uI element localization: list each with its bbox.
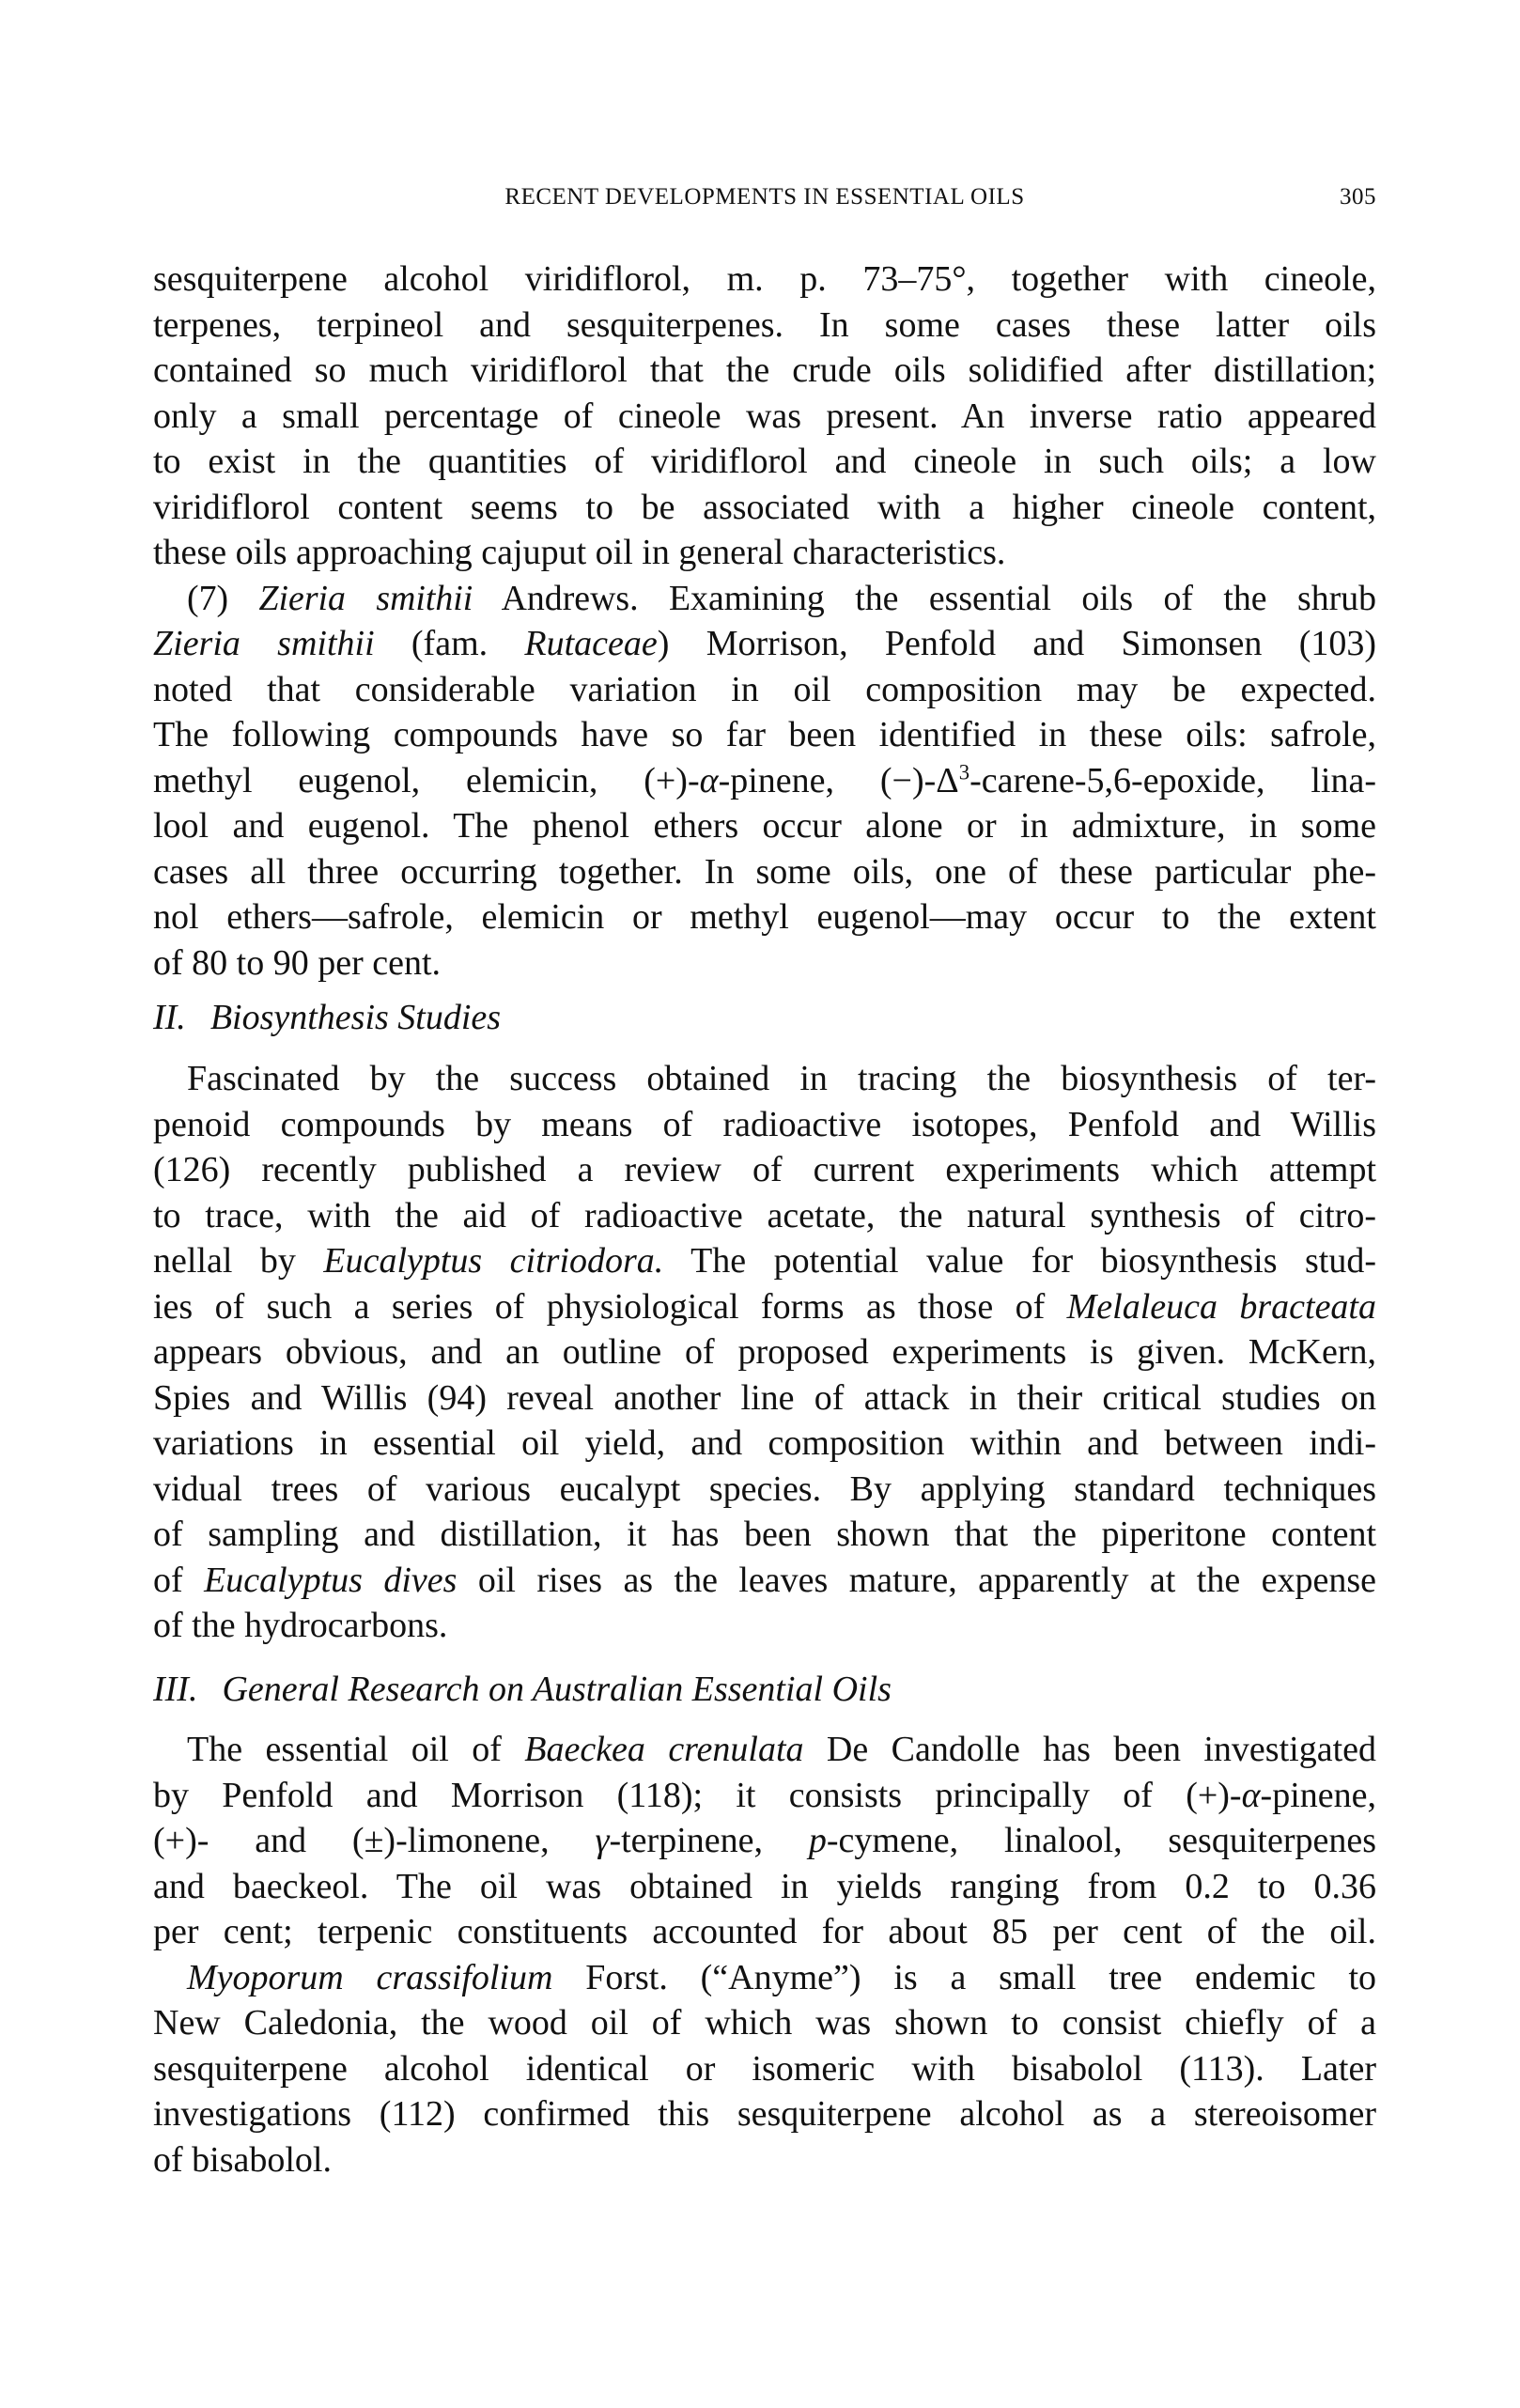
text-run: De Candolle has been investigated [803,1730,1376,1769]
text-run: penoid compounds by means of radioactive isotopes, Penfold and Willis [153,1104,1376,1144]
text-run: investigations (112) confirmed this sesquiterpene alcohol as a stereoisomer [153,2094,1376,2134]
text-line [153,2046,1376,2092]
text-run: these oils approaching cajuput oil in general characteristics. [153,533,1006,572]
text-run: -terpinene, [609,1821,809,1860]
italic-text: α [1241,1775,1261,1815]
text-line [153,2137,1376,2183]
italic-text: p [808,1821,827,1860]
text-run: viridiflorol content seems to be associated with a higher cineole content, [153,487,1376,527]
section-title: General Research on Australian Essential Oils [222,1670,892,1709]
paragraph-block-general-research [153,1727,1376,2183]
page-number: 305 [1340,184,1376,210]
text-run: vidual trees of various eucalypt species. By applying standard techniques [153,1468,1376,1509]
running-title: RECENT DEVELOPMENTS IN ESSENTIAL OILS [504,184,1025,210]
text-line [153,1955,1376,2001]
text-line [153,712,1376,758]
text-run: The following compounds have so far been identified in these oils: safrole, [153,715,1376,754]
text-line [153,849,1376,895]
text-line [153,1193,1376,1239]
text-run: of the hydrocarbons. [153,1606,448,1645]
text-run: cases all three occurring together. In some oils, one of these particular phe- [153,851,1376,892]
italic-text: Eucalyptus dives [204,1560,458,1600]
text-line [153,1329,1376,1375]
text-run: of [153,1560,205,1600]
text-run: by Penfold and Morrison (118); it consists principally of (+)- [153,1775,1242,1815]
text-line [153,485,1376,531]
paragraph-block-biosynthesis [153,1056,1376,1649]
text-run: only a small percentage of cineole was present. An inverse ratio appeared [153,396,1376,436]
italic-text: Myoporum crassifolium [187,1957,553,1997]
text-run: sesquiterpene alcohol identical or isomeric with bisabolol (113). Later [153,2048,1376,2089]
text-line [153,303,1376,349]
italic-text: Melaleuca bracteata [1066,1286,1376,1327]
text-line [153,1467,1376,1513]
section-heading-biosynthesis [153,995,501,1041]
italic-text: α [699,760,719,800]
italic-text: Zieria smithii [258,578,473,618]
text-run: Spies and Willis (94) reveal another line of attack in their critical studies on [153,1377,1376,1418]
paragraph-block-intro [153,256,1376,986]
text-run: (126) recently published a review of current experiments which attempt [153,1150,1376,1189]
text-run: variations in essential oil yield, and composition within and between indi- [153,1423,1376,1463]
text-line [153,940,1376,987]
text-run: ) Morrison, Penfold and Simonsen (103) [657,624,1376,663]
text-run: -carene-5,6-epoxide, lina- [969,760,1376,800]
text-run: Forst. (“Anyme”) is a small tree endemic to [552,1957,1376,1997]
text-run: of bisabolol. [153,2139,332,2180]
italic-text: Eucalyptus citriodora. [323,1241,664,1281]
text-run: (fam. [374,624,525,663]
text-line [153,1102,1376,1148]
text-line [153,1727,1376,1773]
text-line [153,1147,1376,1193]
text-line [153,394,1376,440]
running-head [153,183,1376,211]
text-line [153,1603,1376,1649]
text-line [153,894,1376,940]
text-run: and baeckeol. The oil was obtained in yields ranging from 0.2 to 0.36 [153,1866,1376,1906]
text-run: to trace, with the aid of radioactive acetate, the natural synthesis of citro- [153,1195,1376,1235]
text-run: of sampling and distillation, it has been shown that the piperitone content [153,1515,1376,1554]
text-line [153,2091,1376,2137]
text-run: sesquiterpene alcohol viridiflorol, m. p. 73–75°, together with cineole, [153,259,1376,299]
text-run: (+)- and (±)-limonene, [153,1821,596,1860]
text-line [153,1375,1376,1421]
section-heading-general-research [153,1667,892,1713]
text-run: oil rises as the leaves mature, apparently at the expense [457,1560,1376,1600]
italic-text: Rutaceae [524,624,658,663]
section-title: Biosynthesis Studies [209,998,502,1037]
text-run: terpenes, terpineol and sesquiterpenes. In some cases these latter oils [153,304,1376,345]
text-run: -pinene, (−)-Δ [718,760,959,800]
text-line [153,621,1376,667]
text-run: The essential oil of [187,1730,525,1769]
text-line [153,2000,1376,2046]
text-run: methyl eugenol, elemicin, (+)- [153,760,700,800]
text-run: of 80 to 90 per cent. [153,942,442,983]
text-run: (7) [187,578,259,618]
text-run: to exist in the quantities of viridiflorol and cineole in such oils; a low [153,442,1376,481]
italic-text: γ [595,1821,610,1860]
text-line [153,667,1376,713]
text-line [153,758,1376,804]
superscript: 3 [958,759,970,784]
text-run: Fascinated by the success obtained in tracing the biosynthesis of ter- [187,1059,1376,1098]
text-run: New Caledonia, the wood oil of which was shown to consist chiefly of a [153,2003,1376,2043]
text-line [153,1284,1376,1330]
text-run: appears obvious, and an outline of proposed experiments is given. McKern, [153,1332,1376,1372]
text-run: The potential value for biosynthesis stud- [663,1241,1376,1281]
text-line [153,1909,1376,1955]
section-number: II. [153,998,186,1037]
text-line [153,1773,1376,1819]
text-line [153,530,1376,576]
text-line [153,1056,1376,1102]
text-line [153,803,1376,849]
text-line [153,1818,1376,1864]
italic-text: Zieria smithii [153,624,375,663]
text-line [153,1512,1376,1558]
text-run: -cymene, linalool, sesquiterpenes [826,1821,1376,1860]
text-line [153,439,1376,485]
section-number: III. [153,1670,198,1709]
text-run: nol ethers—safrole, elemicin or methyl eugenol—may occur to the extent [153,897,1376,937]
text-run: Andrews. Examining the essential oils of the shrub [473,578,1376,618]
text-line [153,256,1376,303]
text-run: lool and eugenol. The phenol ethers occur alone or in admixture, in some [153,806,1376,846]
text-line [153,1421,1376,1467]
text-line [153,1558,1376,1604]
text-run: ies of such a series of physiological forms as those of [153,1286,1067,1327]
text-line [153,576,1376,622]
text-run: -pinene, [1260,1775,1376,1815]
italic-text: Baeckea crenulata [524,1730,804,1769]
text-run: nellal by [153,1241,324,1281]
text-line [153,348,1376,394]
text-run: noted that considerable variation in oil composition may be expected. [153,669,1376,709]
text-line [153,1864,1376,1910]
text-run: contained so much viridiflorol that the crude oils solidified after distillation; [153,350,1376,390]
text-line [153,1238,1376,1284]
text-run: per cent; terpenic constituents accounted for about 85 per cent of the oil. [153,1912,1376,1951]
